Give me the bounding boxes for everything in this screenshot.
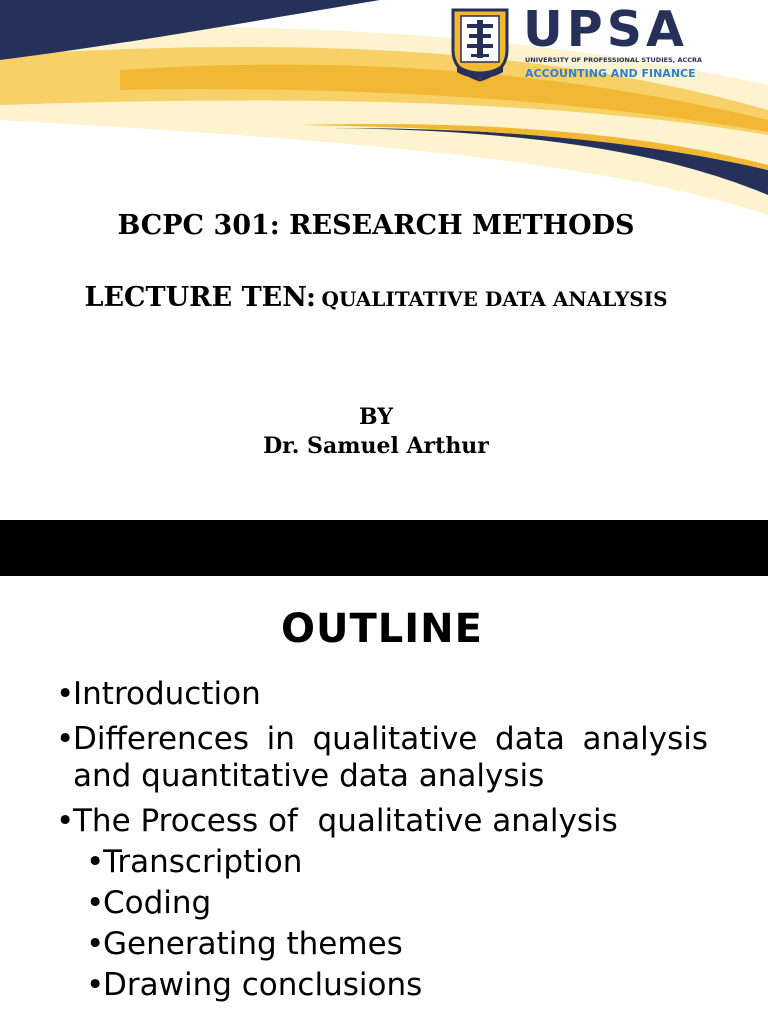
sub-list-item — [86, 844, 708, 881]
list-item — [56, 803, 708, 840]
bullet-icon: • — [86, 967, 105, 1003]
bullet-icon: • — [86, 885, 105, 921]
brand-subtitle: UNIVERSITY OF PROFESSIONAL STUDIES, ACCRA — [525, 56, 703, 64]
bullet-icon: • — [56, 803, 75, 839]
outline-title: OUTLINE — [281, 606, 483, 652]
sub-list-item-text: Coding — [103, 885, 212, 921]
list-item-text: Introduction — [73, 676, 261, 712]
lecture-title — [0, 282, 752, 313]
brand-name: UPSA — [523, 1, 688, 58]
sub-list-item-text: Drawing conclusions — [103, 967, 423, 1003]
list-item-text: Differences in qualitative data analysis and quantitative data analysis — [73, 721, 708, 794]
sub-list-item — [86, 967, 708, 1004]
outline-list — [56, 676, 708, 1004]
sub-list-item-text: Generating themes — [103, 926, 403, 962]
lecture-topic: QUALITATIVE DATA ANALYSIS — [321, 287, 668, 311]
course-title: BCPC 301: RESEARCH METHODS — [117, 210, 635, 241]
lecture-label: LECTURE TEN: — [84, 282, 316, 313]
sub-list-item — [86, 885, 708, 922]
slide-separator — [0, 520, 768, 576]
list-item — [56, 721, 708, 795]
bullet-icon: • — [56, 721, 75, 757]
bullet-icon: • — [56, 676, 75, 712]
upsa-logo — [449, 1, 749, 86]
author-name: Dr. Samuel Arthur — [263, 433, 489, 459]
list-item-text: The Process of qualitative analysis — [73, 803, 618, 839]
bullet-icon: • — [86, 844, 105, 880]
sub-list-item — [86, 926, 708, 963]
sub-list-item-text: Transcription — [103, 844, 303, 880]
bullet-icon: • — [86, 926, 105, 962]
by-label: BY — [359, 404, 393, 430]
upsa-crest-icon — [449, 6, 511, 82]
outline-slide — [0, 576, 768, 1024]
brand-department: ACCOUNTING AND FINANCE — [525, 67, 696, 80]
list-item — [56, 676, 708, 713]
